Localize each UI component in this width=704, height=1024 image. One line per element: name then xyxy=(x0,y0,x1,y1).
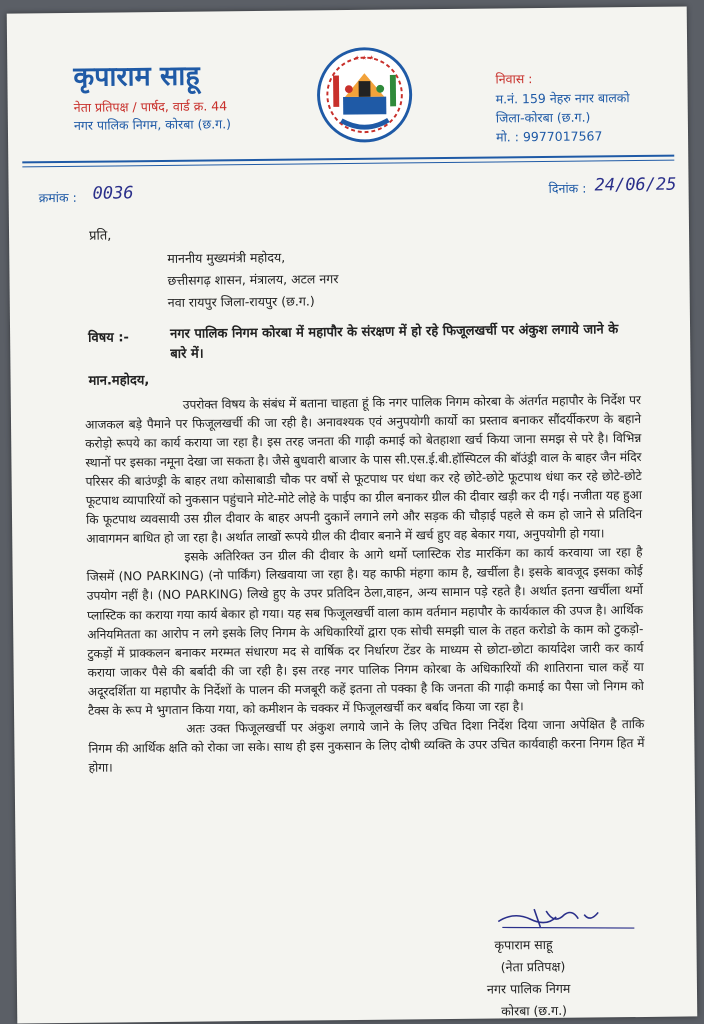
svg-text:★ ★ ★: ★ ★ ★ xyxy=(354,55,375,62)
date-value: 24/06/25 xyxy=(594,174,677,196)
subject-text: नगर पालिक निगम कोरबा में महापौर के संरक्षण में हो रहे फिजूलखर्ची पर अंकुश लगाये जाने के बारे में। xyxy=(170,322,619,362)
body-paragraph: अतः उक्त फिजूलखर्ची पर अंकुश लगाये जाने के लिए उचित दिशा निर्देश दिया जाना अपेक्षित है ताकि निगम की आर्थिक क्षति को रोका जा सके। साथ ही इस नुकसान के लिए दोषी व्यक्ति के उपर उचित कार्यवाही करना निगम हित में होगा। xyxy=(88,716,645,775)
mobile-number: मो. : 9977017567 xyxy=(495,128,603,145)
letter-page xyxy=(7,6,698,1023)
signatory-city: कोरबा (छ.ग.) xyxy=(501,1002,568,1019)
letterhead-organization: नगर पालिक निगम, कोरबा (छ.ग.) xyxy=(73,116,232,133)
reference-number: 0036 xyxy=(92,183,134,204)
letterhead-name: कृपाराम साहू xyxy=(73,60,200,93)
to-label: प्रति, xyxy=(88,228,112,244)
recipient-line: नवा रायपुर जिला-रायपुर (छ.ग.) xyxy=(167,293,315,310)
municipal-emblem-logo xyxy=(315,45,414,144)
body-paragraph: उपरोक्त विषय के संबंध में बताना चाहता हूं कि नगर पालिक निगम कोरबा के अंतर्गत महापौर के निर्देश पर आजकल बड़े पैमाने पर फिजूलखर्ची की जा रही है। अनावश्यक एवं अनुपयोगी कार्यो का प्रस्ताव बनाकर सौंदर्यीकरण के बहाने करोड़ो रूपये का कार्य कराया जा रहा है। इस तरह जनता की गाढ़ी कमाई को बेतहाशा खर्च किया जाना समझ से परे है। विभिन्न स्थानों पर इसका नमूना देखा जा सकता है। जैसे बुधवारी बाजार के पास सी.एस.ई.बी.हॉस्पिटल की बॉउंड्री वाल के बाहर जैन मंदिर परिसर की बाउंण्ड्री के बाहर तथा कोसाबाडी चौक पर वर्षो से फूटपाथ पर धंधा कर रहे छोटे-छोटे फूटपाथ धंधा कर रहे छोटे-छोटे फूटपाथ व्यापारियों को नुकसान पहुंचाने मोटे-मोटे लोहे के पाईप का ग्रील बनाकर ग्रील की दीवार खड़ी कर दी गई। नजीता यह हुआ कि फूटपाथ व्यवसायी उस ग्रील दीवार के बाहर अपनी दुकानें लगाने लगे और सड़क की चौड़ाई पहले से कम हो जाने से प्रतिदिन आवागमन बाधित हो जा रहा है। अर्थात लाखों रूपये ग्रील की दीवार बनाने में खर्च हुए वह बेकार गया, अनुपयोगी हो गया। xyxy=(84,392,643,547)
address-district: जिला-कोरबा (छ.ग.) xyxy=(495,109,591,126)
subject-label: विषय :- xyxy=(88,330,129,346)
recipient-line: माननीय मुख्यमंत्री महोदय, xyxy=(167,249,286,266)
letter-body xyxy=(85,391,645,778)
handwritten-signature xyxy=(494,900,644,934)
signatory-title: (नेता प्रतिपक्ष) xyxy=(500,958,566,975)
signatory-organization: नगर पालिक निगम xyxy=(486,980,571,997)
address-line: म.नं. 159 नेहरु नगर बालको xyxy=(495,90,630,107)
reference-label: क्रमांक : xyxy=(38,189,77,206)
recipient-line: छत्तीसगढ़ शासन, मंत्रालय, अटल नगर xyxy=(167,271,339,288)
salutation: मान.महोदय, xyxy=(88,373,150,389)
address-label: निवास : xyxy=(495,71,533,87)
body-paragraph: इसके अतिरिक्त उन ग्रील की दीवार के आगे थर्मो प्लास्टिक रोड मारकिंग का कार्य करवाया जा रहा है जिसमें (NO PARKING) (नो पार्किंग) लिखवाया जा रहा है। यह काफी मंहगा काम है, खर्चीला है। इसके बावजूद इसका कोई उपयोग नहीं है। (NO PARKING) लिखे हुए के उपर प्रतिदिन ठेला,वाहन, अन्य सामान पड़े रहते है। अर्थात इतना खर्चीला थर्मो प्लास्टिक का कराया गया कार्य बेकार हो गया। यह सब फिजूलखर्ची वाला काम वर्तमान महापौर के कार्यकाल की उपज है। आर्थिक अनियमितता का आरोप न लगे इसके लिए निगम के अधिकारियों द्वारा एक सोची समझी चाल के तहत करोडो के काम को टुकड़ो-टुकड़ों में प्राक्कलन बनाकर मरम्मत संधारण मद से वार्षिक दर निर्धारण टेंडर के माध्यम से छोटा-छोटा कार्यादेश जारी कर कार्य कराया जाकर पैसे की बर्बादी की जा रही है। इस तरह नगर पालिक निगम कोरबा के अधिकारियों की शातिराना चाल कहें या अदूरदर्शिता या महापौर के निर्देशों के पालन की मजबूरी कहें इतना तो पक्का है कि जनता की गाढ़ी कमाई का पैसा जो निगम को टैक्स के रूप मे भुगतान किया गया, को कमीशन के चक्कर में फिजूलखर्ची कर बर्बाद किया जा रहा है। xyxy=(86,545,644,718)
signatory-name: कृपाराम साहू xyxy=(494,936,553,953)
date-label: दिनांक : xyxy=(548,180,587,196)
letterhead-position: नेता प्रतिपक्ष / पार्षद, वार्ड क्र. 44 xyxy=(73,98,228,115)
